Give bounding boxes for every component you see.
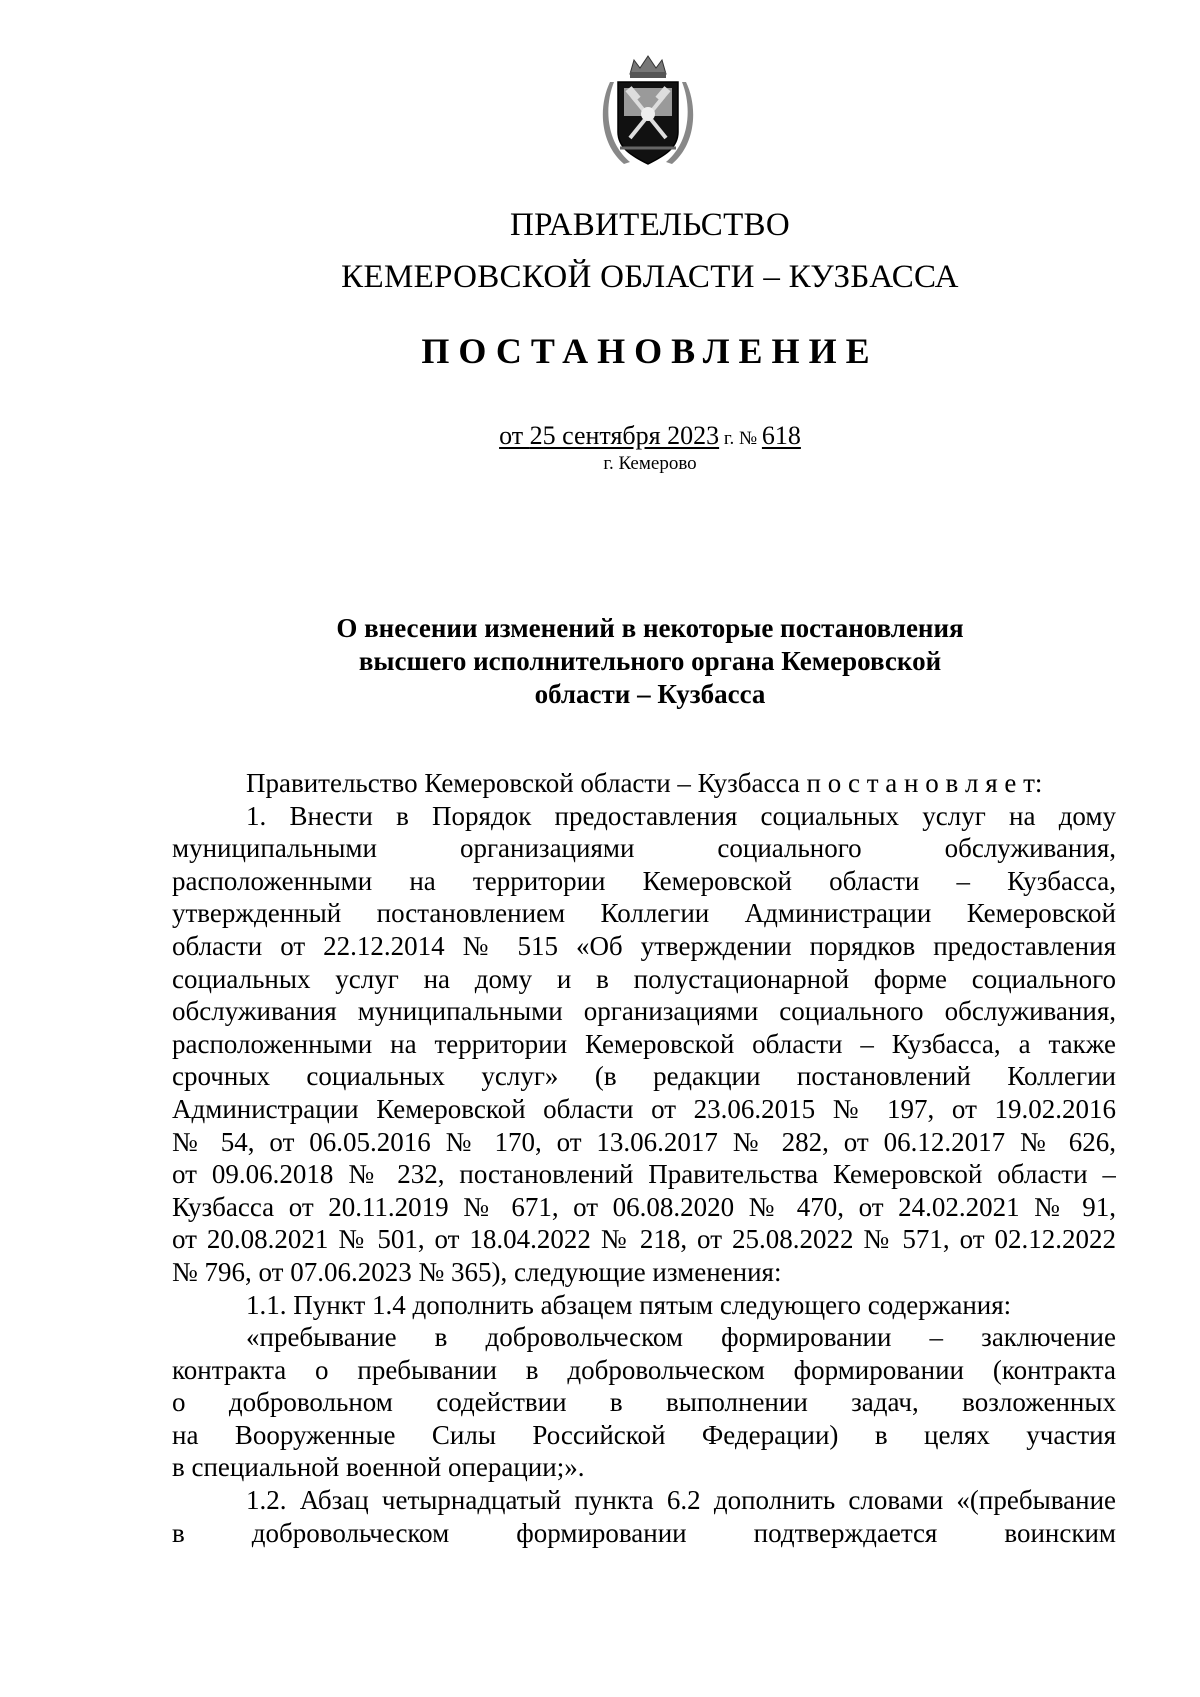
body-line: обслуживания муниципальными организациями социального обслуживания, xyxy=(172,996,1116,1027)
coat-of-arms-emblem xyxy=(600,52,696,170)
org-name-line1: ПРАВИТЕЛЬСТВО xyxy=(510,207,790,243)
body-line: срочных социальных услуг» (в редакции постановлений Коллегии xyxy=(172,1061,1116,1092)
body-line: контракта о пребывании в добровольческом формировании (контракта xyxy=(172,1354,1116,1385)
document-title xyxy=(50,612,1200,711)
body-line: социальных услуг на дому и в полустационарной форме социального xyxy=(172,963,1116,994)
body-line: в специальной военной операции;». xyxy=(172,1452,585,1483)
body-line: муниципальными организациями социального обслуживания, xyxy=(172,833,1116,864)
body-line: Администрации Кемеровской области от 23.06.2015 № 197, от 19.02.2016 xyxy=(172,1093,1116,1124)
date-prefix: от xyxy=(499,421,530,450)
document-number: 618 xyxy=(761,421,801,450)
body-line: № 796, от 07.06.2023 № 365), следующие изменения: xyxy=(172,1256,782,1287)
body-line: расположенными на территории Кемеровской области – Кузбасса, а также xyxy=(172,1028,1116,1059)
number-sign: № xyxy=(739,428,762,449)
year-suffix: г. xyxy=(719,428,740,449)
body-line: на Вооруженные Силы Российской Федерации) в целях участия xyxy=(172,1419,1116,1450)
body-line: о добровольном содействии в выполнении задач, возложенных xyxy=(172,1387,1116,1418)
body-line: утвержденный постановлением Коллегии Администрации Кемеровской xyxy=(172,898,1116,929)
document-date: 25 сентября 2023 xyxy=(529,421,720,450)
document-body xyxy=(172,770,1116,1549)
title-line: О внесении изменений в некоторые постановления xyxy=(336,613,964,643)
title-line: высшего исполнительного органа Кемеровской xyxy=(358,646,942,676)
body-line: Правительство Кемеровской области – Кузбасса п о с т а н о в л я е т: xyxy=(246,768,1043,798)
body-line: 1.2. Абзац четырнадцатый пункта 6.2 дополнить словами «(пребывание xyxy=(246,1485,1116,1516)
document-type: ПОСТАНОВЛЕНИЕ xyxy=(421,331,879,371)
body-line: «пребывание в добровольческом формировании – заключение xyxy=(246,1322,1116,1353)
body-line: расположенными на территории Кемеровской области – Кузбасса, xyxy=(172,865,1116,896)
body-line: области от 22.12.2014 № 515 «Об утверждении порядков предоставления xyxy=(172,930,1116,961)
city: г. Кемерово xyxy=(603,453,697,474)
body-line: № 54, от 06.05.2016 № 170, от 13.06.2017 № 282, от 06.12.2017 № 626, xyxy=(172,1126,1116,1157)
org-name-line2: КЕМЕРОВСКОЙ ОБЛАСТИ – КУЗБАССА xyxy=(341,259,959,295)
title-line: области – Кузбасса xyxy=(534,679,766,709)
body-line: Кузбасса от 20.11.2019 № 671, от 06.08.2020 № 470, от 24.02.2021 № 91, xyxy=(172,1191,1116,1222)
body-line: в добровольческом формировании подтверждается воинским xyxy=(172,1517,1116,1548)
body-line: от 20.08.2021 № 501, от 18.04.2022 № 218, от 25.08.2022 № 571, от 02.12.2022 xyxy=(172,1224,1116,1255)
body-line: 1.1. Пункт 1.4 дополнить абзацем пятым следующего содержания: xyxy=(246,1289,1012,1320)
body-line: от 09.06.2018 № 232, постановлений Правительства Кемеровской области – xyxy=(172,1159,1116,1190)
date-number-line xyxy=(50,421,1200,451)
body-line: 1. Внести в Порядок предоставления социальных услуг на дому xyxy=(246,800,1116,831)
